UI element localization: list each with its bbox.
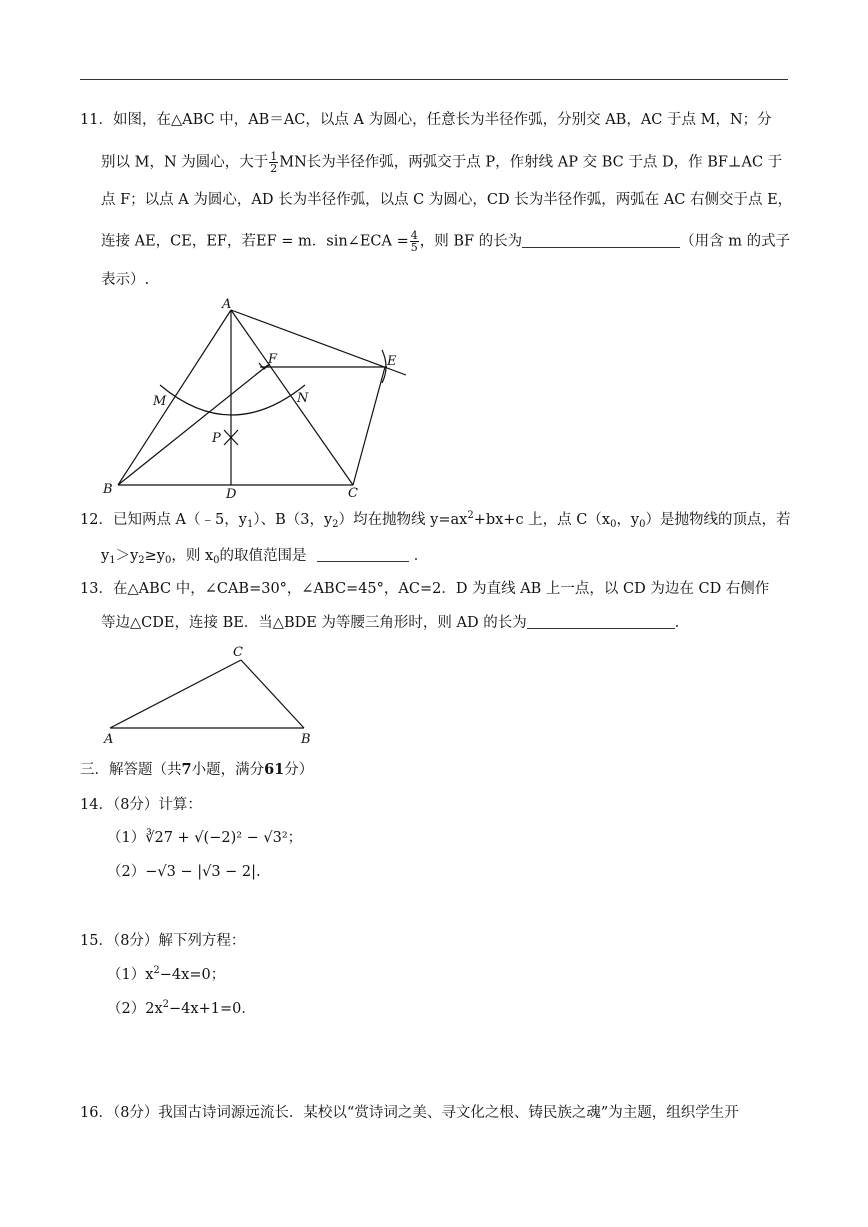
q11-line-1: 11．如图，在△ABC 中，AB＝AC，以点 A 为圆心，任意长为半径作弧，分别交 AB，AC 于点 M，N；分 xyxy=(80,112,772,128)
fraction-half: $\frac{1}{2}$ xyxy=(270,150,278,175)
q13-figure xyxy=(98,640,330,748)
q14-title: 14．（8分）计算： xyxy=(80,797,202,813)
answer-blank-12[interactable] xyxy=(317,547,409,562)
label-P: P xyxy=(212,431,221,446)
label-B: B xyxy=(301,732,311,747)
label-F: F xyxy=(268,352,278,367)
answer-blank-11[interactable] xyxy=(522,233,680,248)
q14-part-1: （1）∛27 + √(−2)² − √3²； xyxy=(107,830,303,846)
q14-part-2: （2）−√3 − |√3 − 2|. xyxy=(107,864,261,880)
q11-line-2: 别以 M，N 为圆心，大于 $\frac{1}{2}$ MN长为半径作弧，两弧交于点 P，作射线 AP 交 BC 于点 D，作 BF⊥AC 于 xyxy=(101,150,783,175)
fraction-four-fifths: $\frac{4}{5}$ xyxy=(410,229,418,254)
header-rule xyxy=(80,79,788,80)
q15-title: 15．（8分）解下列方程： xyxy=(80,933,246,949)
q15-part-2: $(2)2x^2-4x+1=0$． xyxy=(107,999,256,1017)
label-A: A xyxy=(104,732,114,747)
answer-blank-13[interactable] xyxy=(527,614,675,629)
section-heading: 三．解答题（共7小题，满分61分） xyxy=(80,761,314,778)
label-D: D xyxy=(226,487,237,502)
label-C: C xyxy=(233,645,243,660)
q16-line-1: 16．（8分）我国古诗词源远流长．某校以“赏诗词之美、寻文化之根、铸民族之魂”为主题，组织学生开 xyxy=(80,1105,739,1121)
q11-line-3: 点 F；以点 A 为圆心，AD 长为半径作弧，以点 C 为圆心，CD 长为半径作弧，两弧在 AC 右侧交于点 E， xyxy=(101,192,793,208)
q11-line-5: 表示）. xyxy=(101,272,150,288)
q11-line-4: 连接 AE，CE，EF，若EF = m．sin∠ECA = $\frac{4}{5}$ ，则 BF 的长为 （用含 m 的式子 xyxy=(101,229,791,254)
q15-part-1: $(1)x^2-4x=0$； xyxy=(107,965,226,983)
label-N: N xyxy=(297,391,309,406)
q13-line-2: 等边△CDE，连接 BE．当△BDE 为等腰三角形时，则 AD 的长为 ． xyxy=(101,615,690,631)
q13-line-1: 13．在△ABC 中，∠CAB=30°，∠ABC=45°，AC=2．D 为直线 AB 上一点，以 CD 为边在 CD 右侧作 xyxy=(80,581,770,597)
q12-line-1: 12．已知两点 A（﹣5，$y_1$）、B（3，$y_2$）均在抛物线 $y=ax^2+bx+c$ 上，点 $C(x_0$，$y_0$）是抛物线的顶点，若 xyxy=(80,510,791,530)
label-C: C xyxy=(348,486,358,501)
label-B: B xyxy=(103,482,113,497)
q11-figure xyxy=(100,295,420,503)
label-M: M xyxy=(153,394,167,409)
q12-line-2: $y_1>y_2\ge y_0$，则 $x_0$的取值范围是 ． xyxy=(101,548,429,566)
label-E: E xyxy=(387,354,397,369)
label-A: A xyxy=(222,297,232,312)
